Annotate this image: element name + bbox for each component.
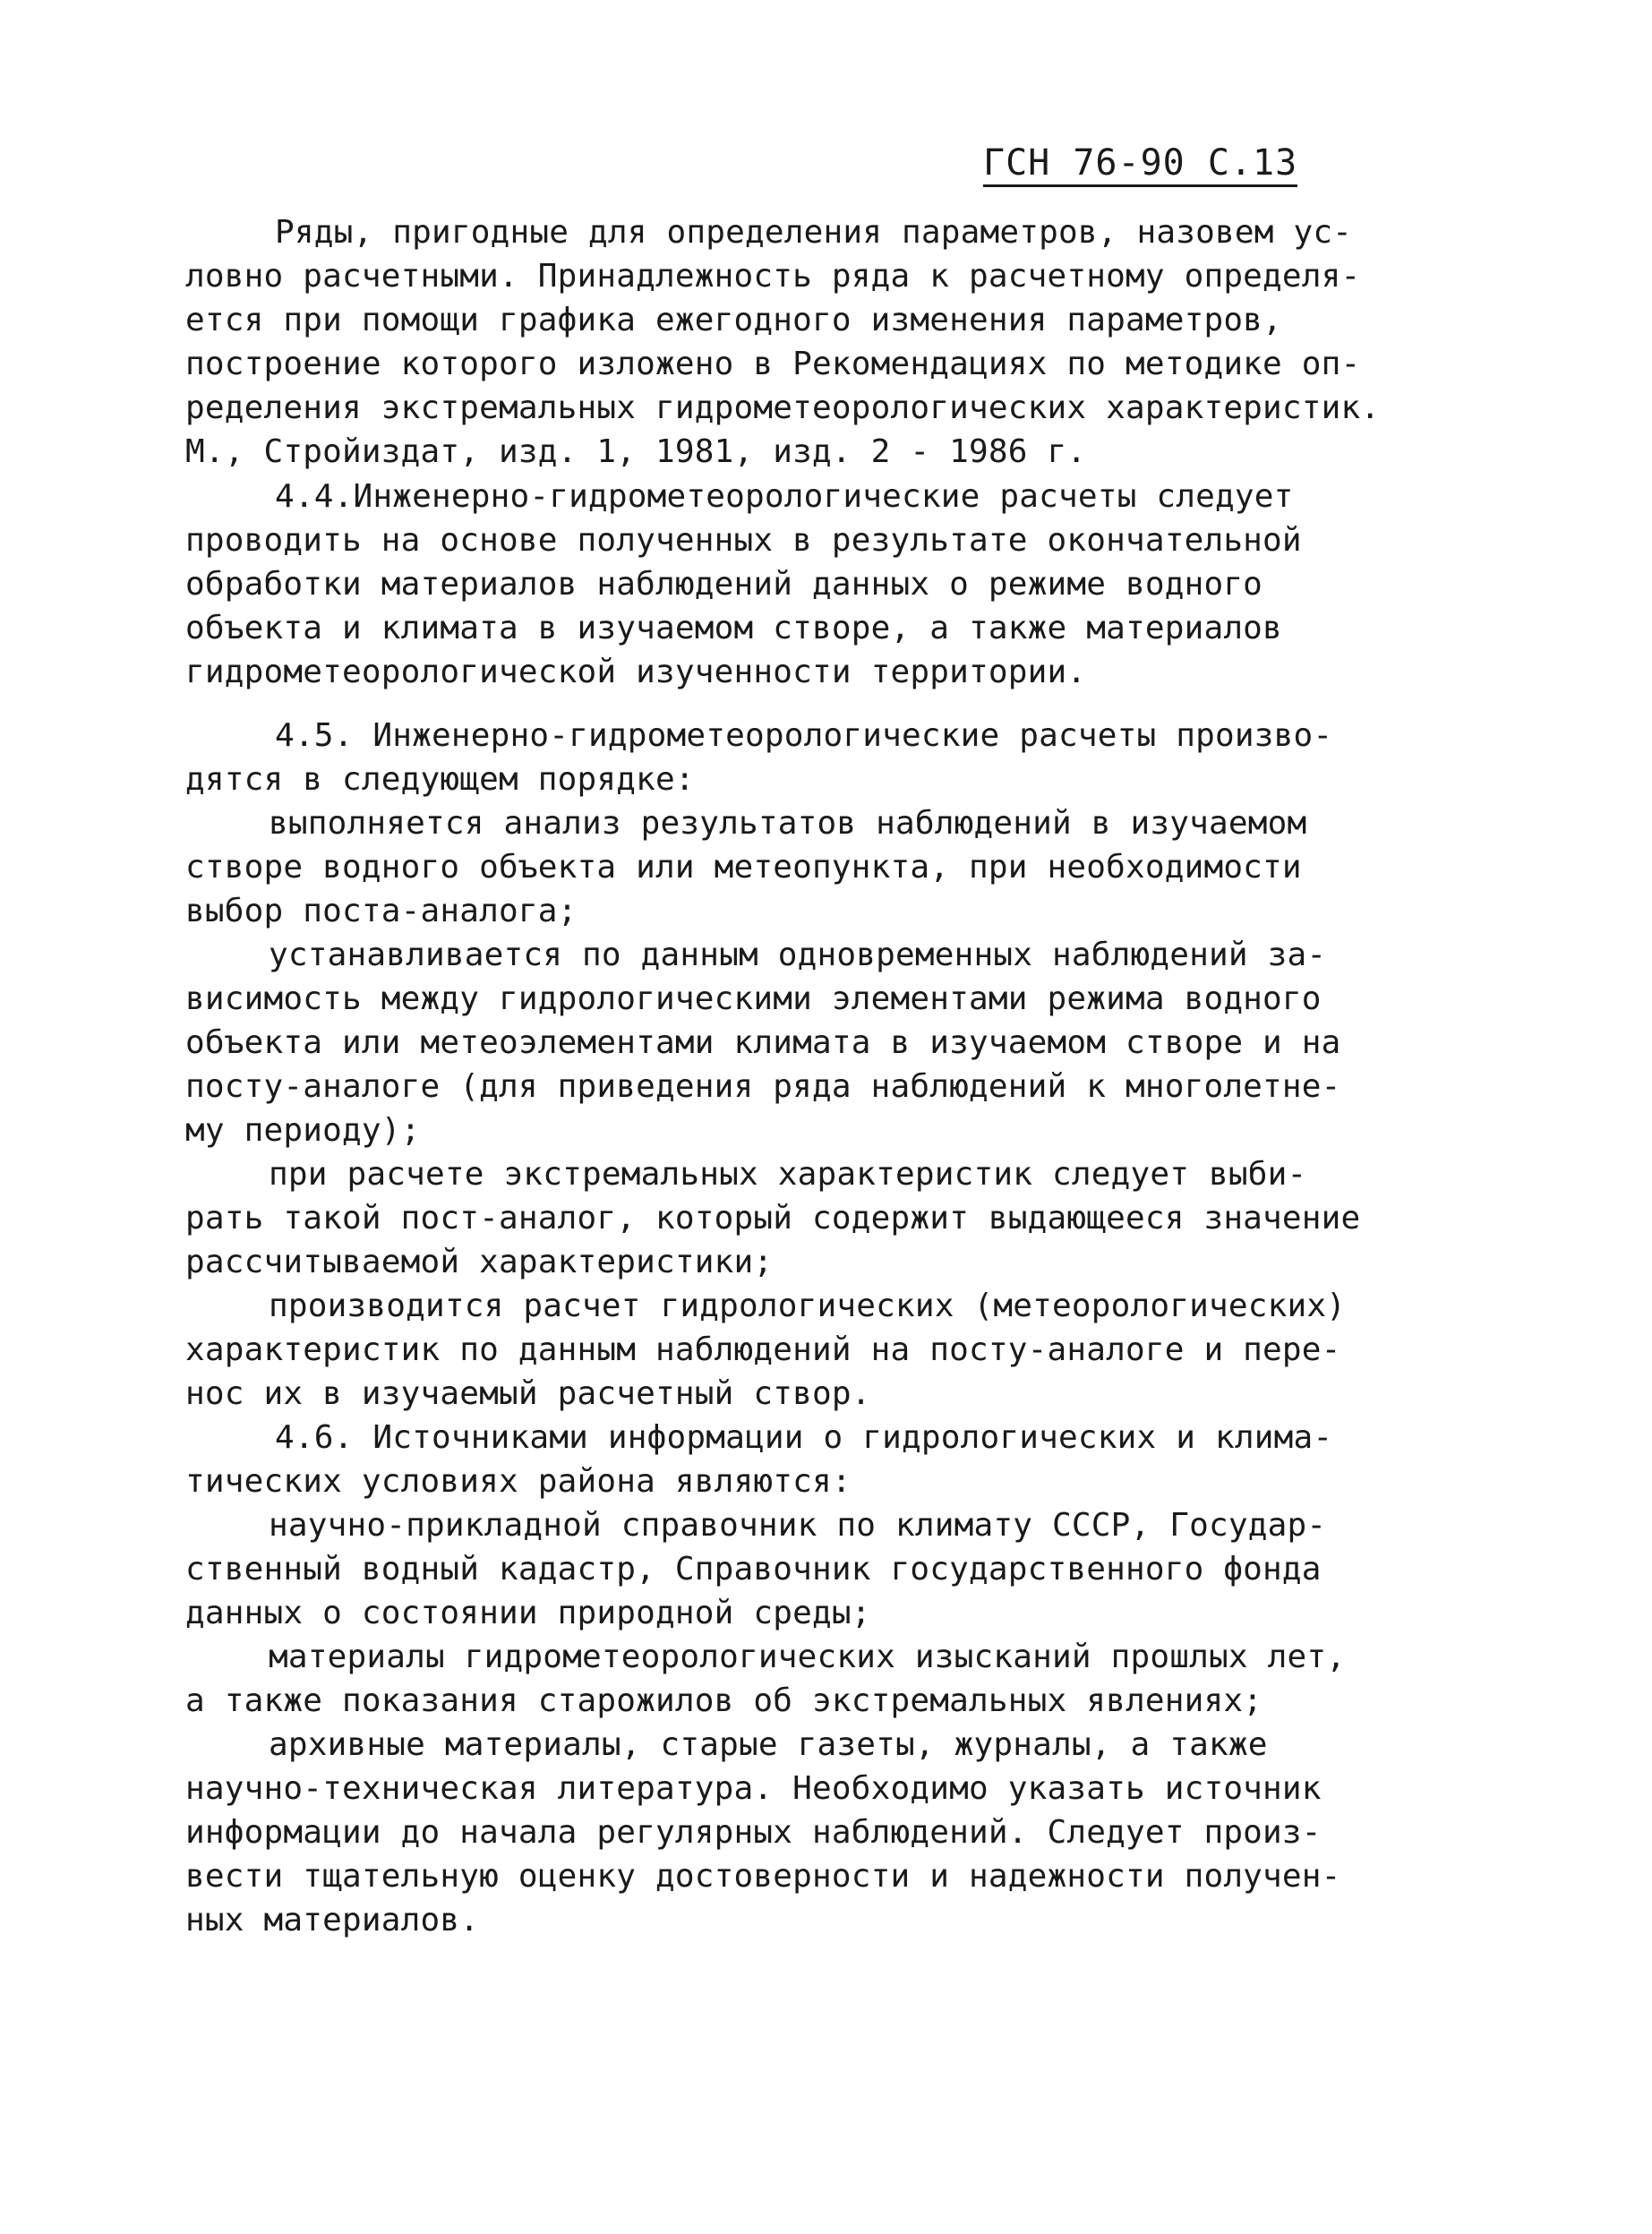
text-line: ственный водный кадастр, Справочник государственного фонда [185, 1551, 1322, 1588]
text-line: данных о состоянии природной среды; [185, 1595, 871, 1631]
text-line: вести тщательную оценку достоверности и надежности получен- [185, 1858, 1341, 1895]
text-line: посту-аналоге (для приведения ряда наблюдений к многолетне- [185, 1068, 1341, 1105]
text-line: тических условиях района являются: [185, 1463, 852, 1500]
text-line: ных материалов. [185, 1902, 480, 1939]
text-line: рать такой пост-аналог, который содержит выдающееся значение [185, 1200, 1361, 1237]
text-line: при расчете экстремальных характеристик следует выби- [269, 1156, 1307, 1193]
text-line: М., Стройиздат, изд. 1, 1981, изд. 2 - 1986 г. [185, 433, 1087, 470]
text-line: ловно расчетными. Принадлежность ряда к расчетному определя- [185, 258, 1361, 295]
text-line: архивные материалы, старые газеты, журналы, а также [269, 1726, 1268, 1763]
text-line: нос их в изучаемый расчетный створ. [185, 1375, 871, 1412]
text-line: производится расчет гидрологических (метеорологических) [269, 1288, 1347, 1324]
text-line: ется при помощи графика ежегодного изменения параметров, [185, 302, 1282, 338]
text-line: 4.6. Источниками информации о гидрологических и клима- [275, 1419, 1333, 1456]
text-line: обработки материалов наблюдений данных о режиме водного [185, 566, 1263, 603]
text-line: выполняется анализ результатов наблюдений в изучаемом [269, 805, 1307, 842]
text-line: а также показания старожилов об экстремальных явлениях; [185, 1682, 1263, 1719]
text-line: научно-техническая литература. Необходимо указать источник [185, 1770, 1322, 1807]
text-line: ределения экстремальных гидрометеорологических характеристик. [185, 389, 1381, 426]
text-line: 4.4.Инженерно-гидрометеорологические расчеты следует [275, 478, 1294, 515]
text-line: Ряды, пригодные для определения параметров, назовем ус- [275, 214, 1353, 251]
text-line: рассчитываемой характеристики; [185, 1244, 774, 1280]
text-line: научно-прикладной справочник по климату СССР, Государ- [269, 1507, 1327, 1544]
text-line: проводить на основе полученных в результате окончательной [185, 522, 1302, 559]
page-header-ref: ГСН 76-90 С.13 [983, 143, 1297, 187]
text-line: информации до начала регулярных наблюдений. Следует произ- [185, 1814, 1322, 1851]
text-line: построение которого изложено в Рекомендациях по методике оп- [185, 346, 1361, 382]
text-line: характеристик по данным наблюдений на посту-аналоге и пере- [185, 1331, 1341, 1368]
text-line: му периоду); [185, 1112, 421, 1149]
text-line: выбор поста-аналога; [185, 893, 578, 929]
text-line: объекта и климата в изучаемом створе, а также материалов [185, 610, 1282, 646]
text-line: дятся в следующем порядке: [185, 761, 695, 798]
text-line: висимость между гидрологическими элементами режима водного [185, 980, 1322, 1017]
text-line: 4.5. Инженерно-гидрометеорологические расчеты произво- [275, 717, 1333, 754]
text-line: створе водного объекта или метеопункта, при необходимости [185, 849, 1302, 886]
text-line: гидрометеорологической изученности территории. [185, 654, 1087, 690]
text-line: материалы гидрометеорологических изысканий прошлых лет, [269, 1639, 1347, 1675]
text-line: объекта или метеоэлементами климата в изучаемом створе и на [185, 1024, 1341, 1061]
text-line: устанавливается по данным одновременных наблюдений за- [269, 937, 1327, 973]
